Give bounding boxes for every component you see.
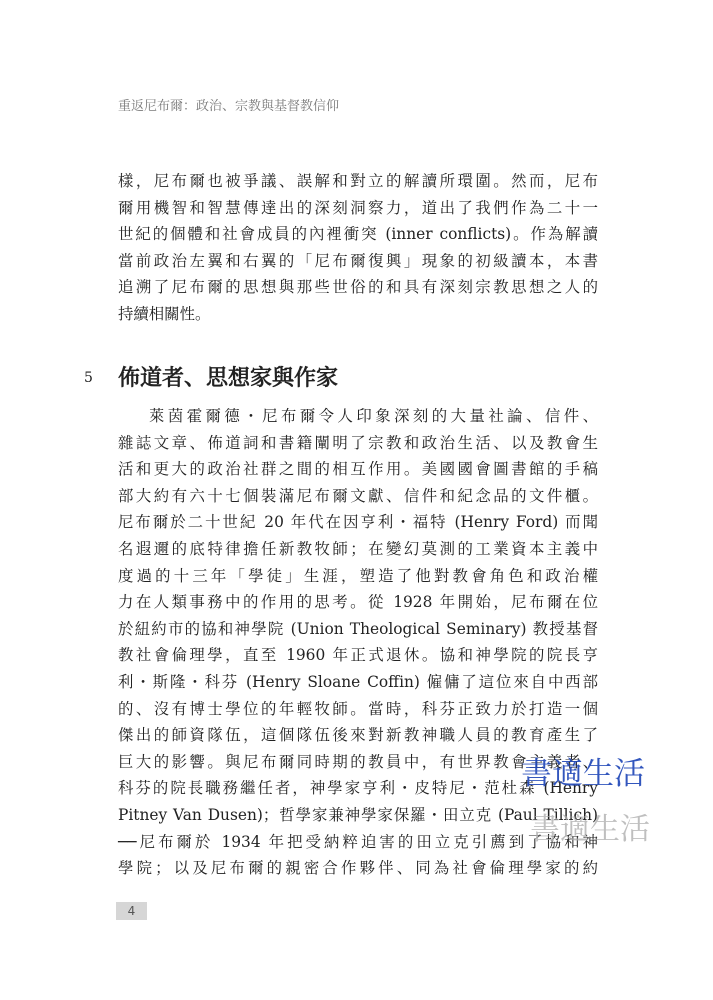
text-line: 部大約有六十七個裝滿尼布爾文獻、信件和紀念品的文件櫃。	[118, 486, 598, 505]
watermark-text: 書適生活	[521, 756, 645, 792]
text-line: 萊茵霍爾德・尼布爾令人印象深刻的大量社論、信件、	[149, 407, 598, 425]
text-line: 於紐約市的協和神學院 (Union Theological Seminary) 教授基督	[118, 619, 598, 638]
text-line: 教社會倫理學，直至 1960 年正式退休。協和神學院的院長亨	[118, 646, 598, 665]
text-line: 學院；以及尼布爾的親密合作夥伴、同為社會倫理學家的約	[118, 859, 598, 878]
text-line: 名遐邇的底特律擔任新教牧師；在變幻莫測的工業資本主義中	[118, 539, 598, 558]
watermark	[521, 748, 661, 848]
text-line: 雜誌文章、佈道詞和書籍闡明了宗教和政治生活、以及教會生	[118, 433, 598, 452]
text-line: 當前政治左翼和右翼的「尼布爾復興」現象的初級讀本，本書	[118, 251, 598, 270]
text-line: 爾用機智和智慧傳達出的深刻洞察力，道出了我們作為二十一	[118, 198, 598, 217]
running-header: 重返尼布爾：政治、宗教與基督教信仰	[118, 99, 340, 114]
text-line: 傑出的師資隊伍，這個隊伍後來對新教神職人員的教育產生了	[118, 726, 598, 745]
page-number: 4	[116, 902, 147, 920]
text-line: 的、沒有博士學位的年輕牧師。當時，科芬正致力於打造一個	[118, 699, 598, 718]
intro-paragraph	[118, 168, 598, 328]
section-number: 5	[84, 370, 93, 386]
text-line: 度過的十三年「學徒」生涯，塑造了他對教會角色和政治權	[118, 566, 598, 585]
text-line: 樣，尼布爾也被爭議、誤解和對立的解讀所環圍。然而，尼布	[118, 172, 598, 190]
text-line: 追溯了尼布爾的思想與那些世俗的和具有深刻宗教思想之人的	[118, 278, 598, 297]
text-line: 持續相關性。	[118, 304, 211, 323]
text-line: ──尼布爾於 1934 年把受納粹迫害的田立克引薦到了協和神	[118, 832, 598, 851]
text-line: 力在人類事務中的作用的思考。從 1928 年開始，尼布爾在位	[118, 593, 598, 612]
text-line: 巨大的影響。與尼布爾同時期的教員中，有世界教會主義者、	[118, 752, 598, 771]
text-line: 尼布爾於二十世紀 20 年代在因亨利・福特 (Henry Ford) 而聞	[118, 513, 598, 532]
text-line: 科芬的院長職務繼任者，神學家亨利・皮特尼・范杜森 (Henry	[118, 779, 598, 798]
text-line: 活和更大的政治社群之間的相互作用。美國國會圖書館的手稿	[118, 460, 598, 479]
text-line: Pitney Van Dusen)；哲學家兼神學家保羅・田立克 (Paul Tillich)	[118, 805, 598, 824]
text-line: 利・斯隆・科芬 (Henry Sloane Coffin) 僱傭了這位來自中西部	[118, 672, 598, 691]
section-heading: 佈道者、思想家與作家	[118, 366, 339, 391]
text-line: 世紀的個體和社會成員的內裡衝突 (inner conflicts)。作為解讀	[118, 225, 598, 244]
watermark-shadow-text: 書適生活	[530, 812, 650, 847]
